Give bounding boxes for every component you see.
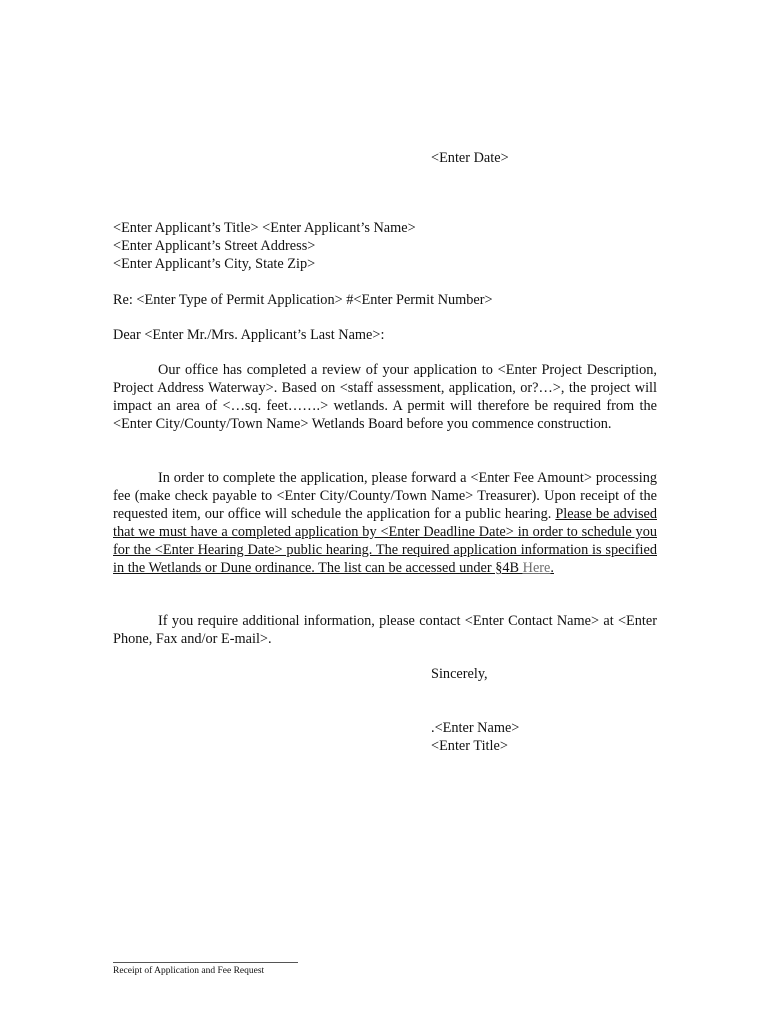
footer-divider [113, 962, 298, 963]
deadline-notice: Please be advised that we must have a completed application by <Enter Deadline Date> in order to schedule you for the <Enter Hearing Date> public hearing. The required application information is specified in the Wetlands or Dune ordinance. The list can be accessed under §4B [113, 506, 657, 576]
recipient-street: <Enter Applicant’s Street Address> [113, 238, 316, 254]
ordinance-here-link[interactable]: Here [522, 560, 551, 576]
paragraph-2-end: . [550, 560, 554, 576]
letter-date: <Enter Date> [431, 150, 509, 166]
body-paragraph-2 [113, 469, 657, 577]
paragraph-2-text: In order to complete the application, please forward a <Enter Fee Amount> processing fee (make check payable to <Enter City/County/Town Name> Treasurer). Upon receipt of the requested item, our office will schedule the application for a public hearing. [113, 470, 657, 522]
signature-name: .<Enter Name> [431, 720, 520, 736]
body-paragraph-3 [113, 612, 657, 648]
signature-title: <Enter Title> [431, 738, 508, 754]
body-paragraph-1 [113, 361, 657, 433]
paragraph-3-text: If you require additional information, please contact <Enter Contact Name> at <Enter Phone, Fax and/or E-mail>. [113, 613, 657, 647]
closing: Sincerely, [431, 666, 488, 682]
re-line: Re: <Enter Type of Permit Application> #<Enter Permit Number> [113, 292, 493, 308]
recipient-title-name: <Enter Applicant’s Title> <Enter Applicant’s Name> [113, 220, 416, 236]
footer-caption: Receipt of Application and Fee Request [113, 966, 265, 976]
salutation: Dear <Enter Mr./Mrs. Applicant’s Last Name>: [113, 327, 385, 343]
paragraph-1-text: Our office has completed a review of your application to <Enter Project Description, Project Address Waterway>. Based on <staff assessment, application, or?…>, the project will impact an area of <…sq. feet…….> wetlands. A permit will therefore be required from the <Enter City/County/Town Name> Wetlands Board before you commence construction. [113, 362, 657, 432]
recipient-city-state-zip: <Enter Applicant’s City, State Zip> [113, 256, 316, 272]
